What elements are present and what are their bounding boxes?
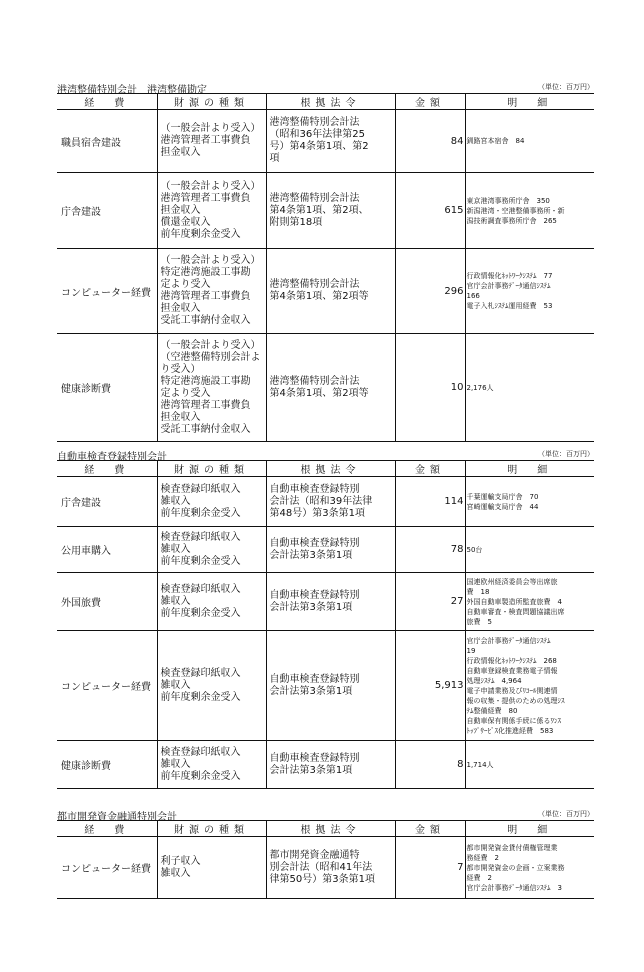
funding-source: （一般会計より受入） 特定港湾施設工事勘 定より受入 港湾管理者工事費負 担金収入 受託工事納付金収入 (157, 249, 266, 334)
header-row (57, 94, 594, 110)
legal-basis: 自動車検査登録特別 会計法第3条第1項 (266, 741, 395, 789)
amount: 10 (395, 334, 465, 442)
header-expense: 経 費 (57, 94, 157, 110)
expense-item: 健康診断費 (57, 741, 157, 789)
funding-source: （一般会計より受入） 港湾管理者工事費負 担金収入 (157, 110, 266, 173)
amount: 84 (395, 110, 465, 173)
header-law: 根拠法令 (266, 461, 395, 477)
amount: 5,913 (395, 631, 465, 741)
header-source: 財源の種類 (157, 461, 266, 477)
detail: 国連欧州経済委員会等出席旅 費 18 外国自動車製造所監査旅費 4 自動車審査・検査問題協議出席 旅費 5 (465, 573, 594, 631)
legal-basis: 港湾整備特別会計法 第4条第1項、第2項等 (266, 249, 395, 334)
funding-source: 検査登録印紙収入 雑収入 前年度剰余金受入 (157, 527, 266, 573)
header-amount: 金額 (395, 461, 465, 477)
legal-basis: 自動車検査登録特別 会計法第3条第1項 (266, 631, 395, 741)
amount: 78 (395, 527, 465, 573)
detail: 千葉運輸支局庁舎 70 宮崎運輸支局庁舎 44 (465, 477, 594, 527)
header-amount: 金額 (395, 821, 465, 837)
detail: 官庁会計事務ﾃﾞｰﾀ通信ｼｽﾃﾑ 19 行政情報化ﾈｯﾄﾜｰｸｼｽﾃﾑ 268 自動車登録検査業務電子情報 処理ｼｽﾃﾑ 4,964 電子申請業務及びﾘｺｰﾙ関連情 報の収集・提供のための処理ｼｽ ﾃﾑ整備経費 80 自動車保有関係手続に係るﾜﾝｽ ﾄｯﾌﾟｻｰﾋﾞｽ化推進経費 583 (465, 631, 594, 741)
funding-source: （一般会計より受入） （空港整備特別会計よ り受入） 特定港湾施設工事勘 定より受入 港湾管理者工事費負 担金収入 受託工事納付金収入 (157, 334, 266, 442)
unit-label: （単位：百万円） (538, 450, 594, 458)
header-expense: 経 費 (57, 821, 157, 837)
detail: 2,176人 (465, 334, 594, 442)
funding-source: 検査登録印紙収入 雑収入 前年度剰余金受入 (157, 477, 266, 527)
amount: 8 (395, 741, 465, 789)
table-row (57, 573, 594, 631)
legal-basis: 港湾整備特別会計法 第4条第1項、第2項等 (266, 334, 395, 442)
detail: 東京港湾事務所庁舎 350 新潟港湾・空港整備事務所・新 潟技術調査事務所庁舎 265 (465, 173, 594, 249)
funding-source: 利子収入 雑収入 (157, 837, 266, 899)
expense-item: コンピューター経費 (57, 631, 157, 741)
amount: 296 (395, 249, 465, 334)
legal-basis: 自動車検査登録特別 会計法（昭和39年法律 第48号）第3条第1項 (266, 477, 395, 527)
table-row (57, 527, 594, 573)
detail: 50台 (465, 527, 594, 573)
expense-table (57, 93, 594, 442)
header-source: 財源の種類 (157, 821, 266, 837)
expense-item: コンピューター経費 (57, 249, 157, 334)
header-row (57, 821, 594, 837)
unit-label: （単位：百万円） (538, 810, 594, 818)
header-detail: 明 細 (465, 821, 594, 837)
table-row (57, 110, 594, 173)
header-row (57, 461, 594, 477)
amount: 114 (395, 477, 465, 527)
detail: 都市開発資金貸付債権管理業 務経費 2 都市開発資金の企画・立案業務 経費 2 官庁会計事務ﾃﾞｰﾀ通信ｼｽﾃﾑ 3 (465, 837, 594, 899)
legal-basis: 都市開発資金融通特 別会計法（昭和41年法 律第50号）第3条第1項 (266, 837, 395, 899)
expense-item: 外国旅費 (57, 573, 157, 631)
header-amount: 金額 (395, 94, 465, 110)
expense-table (57, 820, 594, 899)
amount: 27 (395, 573, 465, 631)
funding-source: 検査登録印紙収入 雑収入 前年度剰余金受入 (157, 573, 266, 631)
detail: 1,714人 (465, 741, 594, 789)
table-row (57, 249, 594, 334)
table-row (57, 334, 594, 442)
amount: 615 (395, 173, 465, 249)
legal-basis: 港湾整備特別会計法 （昭和36年法律第25 号）第4条第1項、第2 項 (266, 110, 395, 173)
header-detail: 明 細 (465, 461, 594, 477)
expense-item: 庁舎建設 (57, 477, 157, 527)
expense-item: 健康診断費 (57, 334, 157, 442)
section-title: 自動車検査登録特別会計 (57, 452, 167, 463)
legal-basis: 自動車検査登録特別 会計法第3条第1項 (266, 527, 395, 573)
header-expense: 経 費 (57, 461, 157, 477)
table-row (57, 837, 594, 899)
table-row (57, 741, 594, 789)
funding-source: 検査登録印紙収入 雑収入 前年度剰余金受入 (157, 741, 266, 789)
table-row (57, 173, 594, 249)
legal-basis: 港湾整備特別会計法 第4条第1項、第2項、 附則第18項 (266, 173, 395, 249)
expense-item: 公用車購入 (57, 527, 157, 573)
expense-table (57, 460, 594, 789)
table-row (57, 477, 594, 527)
expense-item: コンピューター経費 (57, 837, 157, 899)
section-title: 港湾整備特別会計 港湾整備勘定 (57, 85, 207, 96)
unit-label: （単位：百万円） (538, 83, 594, 91)
header-law: 根拠法令 (266, 94, 395, 110)
funding-source: （一般会計より受入） 港湾管理者工事費負 担金収入 償還金収入 前年度剰余金受入 (157, 173, 266, 249)
table-row (57, 631, 594, 741)
detail: 釧路宮本宿舎 84 (465, 110, 594, 173)
header-law: 根拠法令 (266, 821, 395, 837)
section-title: 都市開発資金融通特別会計 (57, 812, 177, 823)
expense-item: 庁舎建設 (57, 173, 157, 249)
header-detail: 明 細 (465, 94, 594, 110)
header-source: 財源の種類 (157, 94, 266, 110)
amount: 7 (395, 837, 465, 899)
expense-item: 職員宿舎建設 (57, 110, 157, 173)
funding-source: 検査登録印紙収入 雑収入 前年度剰余金受入 (157, 631, 266, 741)
detail: 行政情報化ﾈｯﾄﾜｰｸｼｽﾃﾑ 77 官庁会計事務ﾃﾞｰﾀ通信ｼｽﾃﾑ 166 電子入札ｼｽﾃﾑ運用経費 53 (465, 249, 594, 334)
legal-basis: 自動車検査登録特別 会計法第3条第1項 (266, 573, 395, 631)
